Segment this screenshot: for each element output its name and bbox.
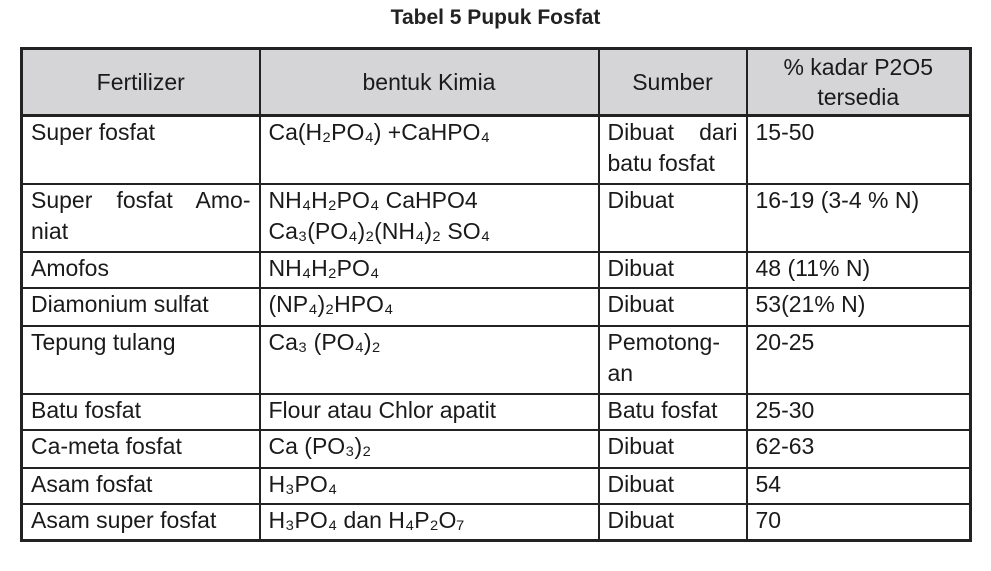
table-row bbox=[22, 184, 971, 252]
cell-fertilizer: Diamonium sulfat bbox=[22, 288, 260, 326]
cell-chemical-form: (NP₄)₂HPO₄ bbox=[260, 288, 599, 326]
cell-source: Dibuat bbox=[599, 430, 747, 468]
cell-chemical-form: Ca(H₂PO₄) +CaHPO₄ bbox=[260, 116, 599, 185]
cell-source: Dibuat bbox=[599, 252, 747, 288]
cell-fertilizer: Batu fosfat bbox=[22, 394, 260, 430]
cell-p2o5-content: 16-19 (3-4 % N) bbox=[747, 184, 971, 252]
cell-source: Dibuat bbox=[599, 504, 747, 541]
cell-source: Batu fosfat bbox=[599, 394, 747, 430]
cell-source: Dibuat bbox=[599, 184, 747, 252]
cell-chemical-form: H₃PO₄ bbox=[260, 468, 599, 504]
cell-fertilizer: Super fosfat bbox=[22, 116, 260, 185]
table-row bbox=[22, 252, 971, 288]
header-row bbox=[22, 49, 971, 116]
cell-p2o5-content: 70 bbox=[747, 504, 971, 541]
cell-source: Pemotong-an bbox=[599, 326, 747, 394]
cell-source: Dibuat bbox=[599, 468, 747, 504]
table-row bbox=[22, 468, 971, 504]
table-row bbox=[22, 326, 971, 394]
cell-p2o5-content: 53(21% N) bbox=[747, 288, 971, 326]
cell-chemical-form: NH₄H₂PO₄ bbox=[260, 252, 599, 288]
table-row bbox=[22, 394, 971, 430]
cell-p2o5-content: 54 bbox=[747, 468, 971, 504]
cell-chemical-form: Flour atau Chlor apatit bbox=[260, 394, 599, 430]
table-row bbox=[22, 504, 971, 541]
cell-p2o5-content: 25-30 bbox=[747, 394, 971, 430]
cell-fertilizer: Super fosfat Amo-niat bbox=[22, 184, 260, 252]
cell-p2o5-content: 15-50 bbox=[747, 116, 971, 185]
cell-p2o5-content: 20-25 bbox=[747, 326, 971, 394]
header-chemical-form: bentuk Kimia bbox=[260, 49, 599, 116]
table-row bbox=[22, 116, 971, 185]
cell-chemical-form: Ca (PO₃)₂ bbox=[260, 430, 599, 468]
header-p2o5-content: % kadar P2O5 tersedia bbox=[747, 49, 971, 116]
cell-source: Dibuat bbox=[599, 288, 747, 326]
cell-fertilizer: Amofos bbox=[22, 252, 260, 288]
cell-p2o5-content: 48 (11% N) bbox=[747, 252, 971, 288]
cell-p2o5-content: 62-63 bbox=[747, 430, 971, 468]
cell-fertilizer: Ca-meta fosfat bbox=[22, 430, 260, 468]
table-row bbox=[22, 288, 971, 326]
table-row bbox=[22, 430, 971, 468]
cell-fertilizer: Tepung tulang bbox=[22, 326, 260, 394]
header-fertilizer: Fertilizer bbox=[22, 49, 260, 116]
fertilizer-table bbox=[20, 47, 972, 542]
cell-source: Dibuat dari batu fosfat bbox=[599, 116, 747, 185]
header-source: Sumber bbox=[599, 49, 747, 116]
cell-fertilizer: Asam fosfat bbox=[22, 468, 260, 504]
cell-fertilizer: Asam super fosfat bbox=[22, 504, 260, 541]
cell-chemical-form: H₃PO₄ dan H₄P₂O₇ bbox=[260, 504, 599, 541]
cell-chemical-form: NH₄H₂PO₄ CaHPO4 Ca₃(PO₄)₂(NH₄)₂ SO₄ bbox=[260, 184, 599, 252]
table-title: Tabel 5 Pupuk Fosfat bbox=[390, 6, 601, 29]
cell-chemical-form: Ca₃ (PO₄)₂ bbox=[260, 326, 599, 394]
